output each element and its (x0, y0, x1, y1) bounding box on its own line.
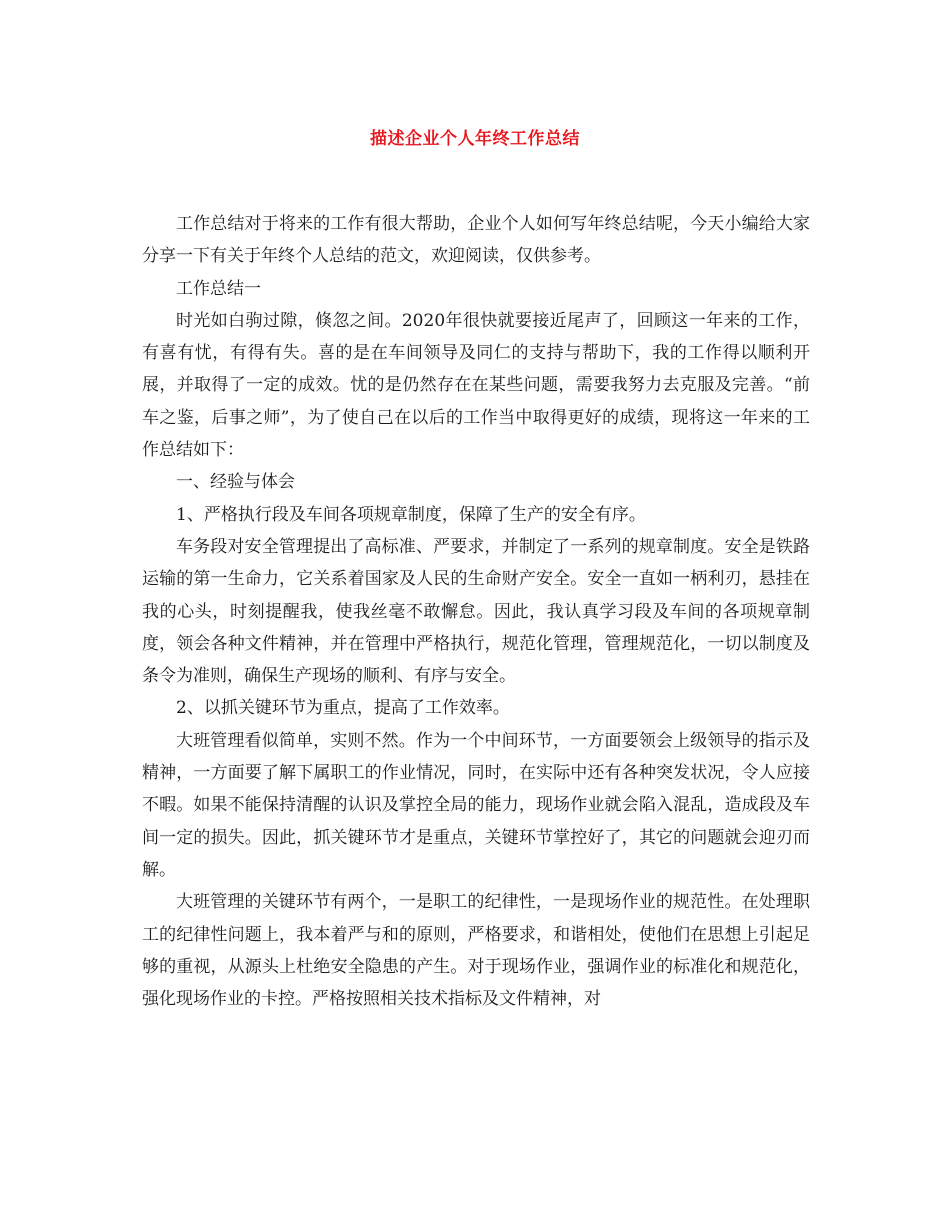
numbered-heading: 1、严格执行段及车间各项规章制度，保障了生产的安全有序。 (176, 504, 646, 525)
paragraph: 大班管理看似简单，实则不然。作为一个中间环节，一方面要领会上级领导的指示及精神，一方面要了解下属职工的作业情况，同时，在实际中还有各种突发状况，令人应接不暇。如果不能保持清醒的认识及掌控全局的能力，现场作业就会陷入混乱，造成段及车间一定的损失。因此，抓关键环节才是重点，关键环节掌控好了，其它的问题就会迎刃而解。 (142, 730, 810, 880)
section-heading: 工作总结一 (176, 278, 261, 299)
document-title: 描述企业个人年终工作总结 (370, 129, 580, 149)
document-body (142, 208, 810, 1015)
paragraph-intro: 工作总结对于将来的工作有很大帮助，企业个人如何写年终总结呢，今天小编给大家分享一下有关于年终个人总结的范文，欢迎阅读，仅供参考。 (142, 214, 810, 267)
paragraph: 时光如白驹过隙，倏忽之间。2020年很快就要接近尾声了，回顾这一年来的工作，有喜有忧，有得有失。喜的是在车间领导及同仁的支持与帮助下，我的工作得以顺利开展，并取得了一定的成效。忧的是仍然存在在某些问题，需要我努力去克服及完善。“前车之鉴，后事之师”，为了使自己在以后的工作当中取得更好的成绩，现将这一年来的工作总结如下： (142, 310, 810, 461)
paragraph: 大班管理的关键环节有两个，一是职工的纪律性，一是现场作业的规范性。在处理职工的纪律性问题上，我本着严与和的原则，严格要求，和谐相处，使他们在思想上引起足够的重视，从源头上杜绝安全隐患的产生。对于现场作业，强调作业的标准化和规范化，强化现场作业的卡控。严格按照相关技术指标及文件精神，对 (142, 892, 810, 1010)
subsection-heading: 一、经验与体会 (176, 472, 295, 493)
numbered-heading: 2、以抓关键环节为重点，提高了工作效率。 (176, 698, 510, 719)
paragraph: 车务段对安全管理提出了高标准、严要求，并制定了一系列的规章制度。安全是铁路运输的第一生命力，它关系着国家及人民的生命财产安全。安全一直如一柄利刃，悬挂在我的心头，时刻提醒我，使我丝毫不敢懈怠。因此，我认真学习段及车间的各项规章制度，领会各种文件精神，并在管理中严格执行，规范化管理，管理规范化，一切以制度及条令为准则，确保生产现场的顺利、有序与安全。 (142, 536, 810, 687)
